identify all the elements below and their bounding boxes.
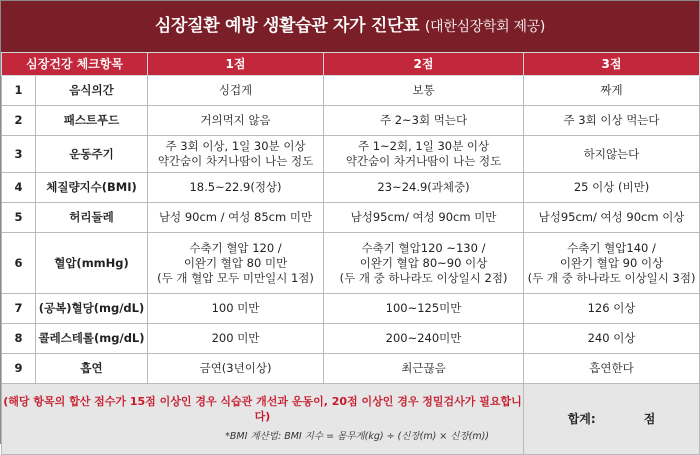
score-1-criteria (148, 294, 324, 324)
table-body (2, 76, 700, 384)
header-score-2: 2점 (324, 53, 524, 76)
row-item-label: 콜레스테롤(mg/dL) (36, 324, 148, 354)
criteria-line: 약간숨이 차거나땀이 나는 정도 (157, 154, 314, 168)
criteria-line: 주 3회 이상 먹는다 (563, 113, 660, 127)
criteria-line: 25 이상 (비만) (573, 180, 650, 194)
score-1-criteria (148, 233, 324, 294)
criteria-line: 240 이상 (587, 331, 636, 345)
criteria-line: 이완기 혈압 90 이상 (559, 255, 664, 270)
row-number: 9 (2, 354, 36, 384)
row-number: 3 (2, 136, 36, 173)
header-item: 심장건강 체크항목 (2, 53, 148, 76)
criteria-line: 하지않는다 (583, 146, 640, 161)
score-notice: (해당 항목의 합산 점수가 15점 이상인 경우 식습관 개선과 운동이, 20점 이상인 경우 정밀검사가 필요합니다) (3, 395, 522, 423)
criteria-line: 금연(3년이상) (199, 361, 272, 375)
score-3-criteria (524, 136, 700, 173)
criteria-line: (두 개 중 하나라도 이상일시 3점) (527, 270, 696, 285)
row-number: 4 (2, 173, 36, 203)
criteria-line: 수축기 혈압140 / (567, 240, 656, 255)
score-3-criteria (524, 173, 700, 203)
row-number: 7 (2, 294, 36, 324)
score-2-criteria (324, 76, 524, 106)
criteria-line: 싱겁게 (218, 83, 253, 97)
criteria-line: 수축기 혈압 120 / (189, 240, 282, 255)
score-2-criteria (324, 233, 524, 294)
criteria-line: 주 2~3회 먹는다 (379, 113, 468, 127)
row-item-label: 패스트푸드 (36, 106, 148, 136)
criteria-line: 주 3회 이상, 1일 30분 이상 (165, 139, 306, 153)
criteria-line: 짜게 (600, 83, 623, 97)
score-3-criteria (524, 106, 700, 136)
criteria-line: 100~125미만 (385, 301, 462, 315)
row-item-label: 음식의간 (36, 76, 148, 106)
table-row (2, 324, 700, 354)
criteria-line: 18.5~22.9(정상) (189, 180, 282, 194)
table-row (2, 233, 700, 294)
score-1-criteria (148, 203, 324, 233)
criteria-line: 약간숨이 차거나땀이 나는 정도 (345, 154, 502, 168)
table-header-row (2, 53, 700, 76)
row-item-label: 흡연 (36, 354, 148, 384)
criteria-line: 200 미만 (211, 331, 260, 345)
criteria-line: 200~240미만 (385, 331, 462, 345)
score-2-criteria (324, 203, 524, 233)
score-1-criteria (148, 136, 324, 173)
title-bar (1, 1, 699, 52)
criteria-line: (두 개 혈압 모두 미만일시 1점) (157, 270, 314, 285)
score-3-criteria (524, 324, 700, 354)
row-number: 2 (2, 106, 36, 136)
criteria-line: 126 이상 (587, 301, 636, 315)
table-row (2, 294, 700, 324)
score-2-criteria (324, 354, 524, 384)
table-row (2, 106, 700, 136)
page-title: 심장질환 예방 생활습관 자가 진단표 (154, 16, 420, 36)
criteria-line: 이완기 혈압 80 미만 (183, 255, 288, 270)
criteria-line: 흡연한다 (589, 361, 634, 375)
criteria-line: 100 미만 (211, 301, 260, 315)
criteria-line: 남성95cm/ 여성 90cm 미만 (350, 210, 497, 224)
criteria-line: (두 개 중 하나라도 이상일시 2점) (339, 270, 508, 285)
row-number: 1 (2, 76, 36, 106)
score-3-criteria (524, 76, 700, 106)
row-number: 8 (2, 324, 36, 354)
total-label: 합계: (567, 411, 596, 426)
table-row (2, 136, 700, 173)
page-subtitle: (대한심장학회 제공) (424, 19, 546, 35)
table-row (2, 203, 700, 233)
score-2-criteria (324, 324, 524, 354)
score-2-criteria (324, 106, 524, 136)
criteria-line: 남성 90cm / 여성 85cm 미만 (158, 210, 313, 224)
table-row (2, 76, 700, 106)
table-row (2, 354, 700, 384)
score-3-criteria (524, 233, 700, 294)
score-1-criteria (148, 76, 324, 106)
criteria-line: 최근끊음 (401, 361, 446, 375)
score-2-criteria (324, 294, 524, 324)
score-1-criteria (148, 173, 324, 203)
header-score-1: 1점 (148, 53, 324, 76)
total-unit: 점 (643, 411, 656, 426)
score-3-criteria (524, 354, 700, 384)
row-number: 5 (2, 203, 36, 233)
row-number: 6 (2, 233, 36, 294)
bmi-formula: *BMI 계산법: BMI 지수 = 몸무게(kg) ÷ (신장(m) × 신장(m)) (225, 431, 490, 442)
row-item-label: 허리둘레 (36, 203, 148, 233)
score-3-criteria (524, 294, 700, 324)
row-item-label: 혈압(mmHg) (36, 233, 148, 294)
criteria-line: 이완기 혈압 80~90 이상 (359, 255, 488, 270)
criteria-line: 거의먹지 않음 (200, 113, 271, 127)
header-score-3: 3점 (524, 53, 700, 76)
score-2-criteria (324, 173, 524, 203)
criteria-line: 보통 (412, 83, 435, 97)
row-item-label: (공복)혈당(mg/dL) (36, 294, 148, 324)
table-row (2, 173, 700, 203)
score-1-criteria (148, 106, 324, 136)
criteria-line: 수축기 혈압120 ~130 / (361, 240, 486, 255)
score-1-criteria (148, 354, 324, 384)
row-item-label: 체질량지수(BMI) (36, 173, 148, 203)
score-2-criteria (324, 136, 524, 173)
criteria-line: 23~24.9(과체중) (377, 180, 470, 194)
criteria-line: 남성95cm/ 여성 90cm 이상 (538, 210, 685, 224)
score-1-criteria (148, 324, 324, 354)
criteria-line: 주 1~2회, 1일 30분 이상 (357, 139, 490, 153)
checklist-table (1, 52, 700, 455)
row-item-label: 운동주기 (36, 136, 148, 173)
score-3-criteria (524, 203, 700, 233)
